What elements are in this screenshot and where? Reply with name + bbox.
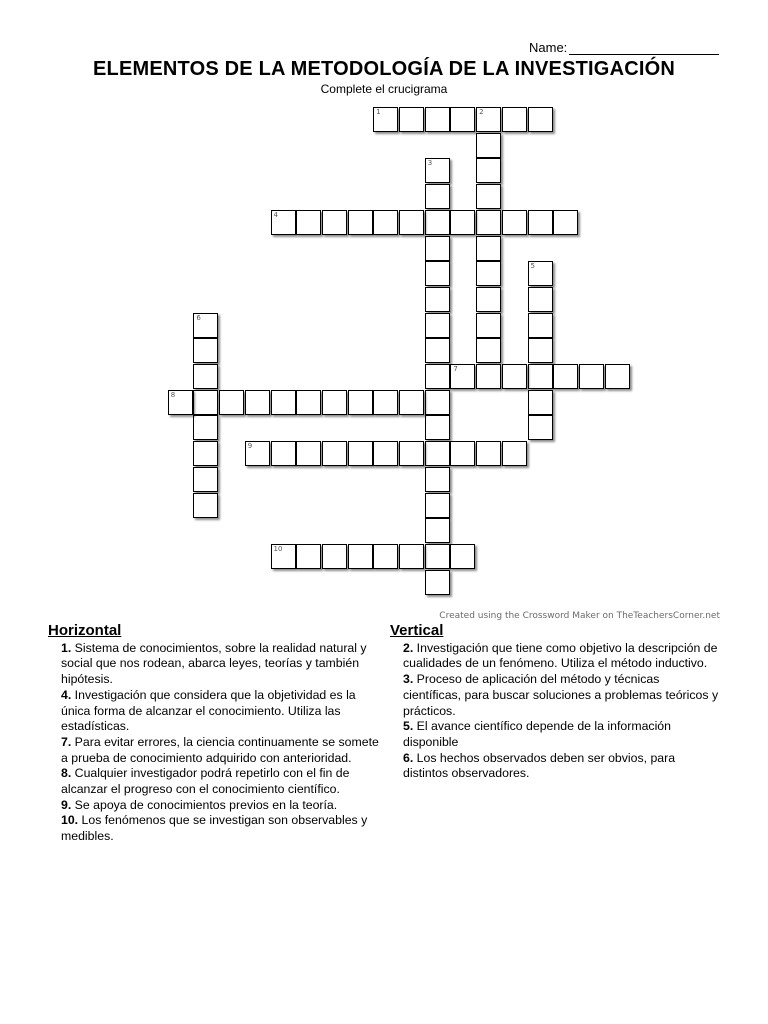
crossword-cell[interactable] [528,415,553,440]
crossword-cell[interactable] [322,390,347,415]
crossword-cell[interactable] [425,236,450,261]
clue-item-text: Investigación que tiene como objetivo la descripción de cualidades de un fenómeno. Utiliza el método inductivo. [403,640,718,671]
crossword-cell[interactable] [399,107,424,132]
crossword-cell[interactable] [425,210,450,235]
crossword-cell[interactable] [193,467,218,492]
clue-number: 9 [247,442,253,451]
crossword-cell[interactable] [322,544,347,569]
crossword-cell[interactable] [425,544,450,569]
clue-number: 2 [479,108,484,116]
crossword-cell[interactable] [193,390,218,415]
crossword-cell[interactable] [373,107,398,132]
crossword-cell[interactable] [425,390,450,415]
crossword-cell[interactable] [502,107,527,132]
crossword-cell[interactable] [193,364,218,389]
clue-item-number: 9. [61,797,72,812]
clue-item-number: 2. [403,640,414,655]
crossword-cell[interactable] [296,390,321,415]
crossword-cell[interactable] [271,390,296,415]
crossword-cell[interactable] [579,364,604,389]
crossword-cell[interactable] [476,441,501,466]
crossword-cell[interactable] [425,415,450,440]
crossword-cell[interactable] [399,390,424,415]
crossword-cell[interactable] [450,210,475,235]
clue-item-text: Cualquier investigador podrá repetirlo con el fin de alcanzar el progreso con el conocimiento científico. [61,766,350,797]
crossword-cell[interactable] [425,364,450,389]
crossword-cell[interactable] [502,441,527,466]
clue-item-text: Los fenómenos que se investigan son observables y medibles. [61,813,368,844]
crossword-cell[interactable] [605,364,630,389]
page-subtitle: Complete el crucigrama [320,82,448,96]
clue-item [48,766,388,797]
crossword-cell[interactable] [399,544,424,569]
crossword-cell[interactable] [348,441,373,466]
clue-item-number: 1. [61,640,72,655]
crossword-cell[interactable] [553,364,578,389]
clue-item-number: 10. [61,813,79,828]
crossword-cell[interactable] [322,210,347,235]
crossword-cell[interactable] [476,236,501,261]
crossword-cell[interactable] [348,210,373,235]
clue-item-text: Proceso de aplicación del método y técnicas científicas, para buscar soluciones a problemas teóricos y prácticos. [403,672,719,718]
clue-item-number: 6. [403,750,414,765]
crossword-cell[interactable] [425,313,450,338]
crossword-cell[interactable] [476,364,501,389]
clue-item [390,719,720,750]
clue-number: 6 [196,313,201,322]
crossword-cell[interactable] [476,184,501,209]
clue-item-text: Para evitar errores, la ciencia continuamente se somete a prueba de conocimiento adquirido con anterioridad. [61,734,379,765]
crossword-cell[interactable] [450,441,475,466]
clue-item-number: 3. [403,672,414,687]
crossword-cell[interactable] [193,415,218,440]
crossword-cell[interactable] [476,261,501,286]
crossword-cell[interactable] [476,338,501,363]
crossword-cell[interactable] [245,390,270,415]
crossword-cell[interactable] [425,261,450,286]
clue-number: 5 [530,262,535,271]
crossword-cell[interactable] [528,313,553,338]
crossword-cell[interactable] [373,441,398,466]
crossword-cell[interactable] [476,287,501,312]
clue-item-text: Investigación que considera que la objetividad es la única forma de alcanzar el conocimiento. Utiliza las estadísticas. [61,687,356,734]
clue-number: 1 [376,108,381,116]
crossword-cell[interactable] [528,107,553,132]
clue-item [48,641,388,688]
crossword-cell[interactable] [528,390,553,415]
crossword-cell[interactable] [322,441,347,466]
crossword-cell[interactable] [450,107,475,132]
clue-item [390,672,720,719]
crossword-cell[interactable] [476,158,501,183]
clue-item [48,735,388,766]
down-clues [390,623,720,782]
clue-number: 8 [170,390,176,399]
across-clues [48,623,388,845]
clue-item [48,798,388,814]
crossword-cell[interactable] [476,210,501,235]
crossword-cell[interactable] [425,493,450,518]
crossword-cell[interactable] [476,313,501,338]
clue-item-text: El avance científico depende de la información disponible [403,719,671,749]
crossword-cell[interactable] [450,364,475,389]
clue-item-number: 8. [61,766,72,781]
across-clue-list [48,641,388,845]
crossword-cell[interactable] [425,518,450,543]
crossword-cell[interactable] [348,390,373,415]
crossword-cell[interactable] [271,210,296,235]
crossword-cell[interactable] [193,313,218,338]
crossword-cell[interactable] [245,441,270,466]
crossword-cell[interactable] [296,441,321,466]
crossword-cell[interactable] [553,210,578,235]
clue-item-number: 4. [61,687,72,702]
clue-item [48,813,388,844]
crossword-cell[interactable] [296,210,321,235]
name-label: Name: [529,40,568,55]
down-heading: Vertical [390,622,444,639]
crossword-cell[interactable] [528,364,553,389]
crossword-cell[interactable] [425,570,450,595]
crossword-cell[interactable] [168,390,193,415]
crossword-cell[interactable] [373,210,398,235]
clue-item-text: Los hechos observados deben ser obvios, para distintos observadores. [403,750,676,781]
crossword-cell[interactable] [193,338,218,363]
crossword-cell[interactable] [502,210,527,235]
crossword-cell[interactable] [193,441,218,466]
crossword-cell[interactable] [528,338,553,363]
crossword-cell[interactable] [528,287,553,312]
clue-number: 10 [273,544,283,553]
clue-item [48,688,388,735]
credit-text: Created using the Crossword Maker on TheTeachersCorner.net [439,611,720,621]
clue-item-number: 7. [61,734,72,749]
crossword-cell[interactable] [296,544,321,569]
crossword-cell[interactable] [373,544,398,569]
across-heading: Horizontal [48,622,122,639]
crossword-cell[interactable] [476,107,501,132]
crossword-cell[interactable] [425,441,450,466]
crossword-cell[interactable] [271,544,296,569]
crossword-cell[interactable] [193,493,218,518]
clue-item [390,641,720,672]
crossword-cell[interactable] [425,287,450,312]
clue-number: 7 [453,365,458,373]
down-clue-list [390,641,720,782]
crossword-cell[interactable] [528,210,553,235]
clue-number: 4 [273,210,278,219]
crossword-cell[interactable] [425,107,450,132]
crossword-cell[interactable] [219,390,244,415]
clue-item-text: Se apoya de conocimientos previos en la teoría. [71,797,338,812]
crossword-cell[interactable] [528,261,553,286]
crossword-cell[interactable] [425,338,450,363]
crossword-cell[interactable] [348,544,373,569]
crossword-cell[interactable] [271,441,296,466]
crossword-cell[interactable] [502,364,527,389]
crossword-cell[interactable] [399,441,424,466]
crossword-cell[interactable] [425,467,450,492]
crossword-cell[interactable] [399,210,424,235]
crossword-cell[interactable] [373,390,398,415]
crossword-cell[interactable] [425,158,450,183]
clue-item-number: 5. [403,719,414,734]
crossword-cell[interactable] [476,133,501,158]
page-title: ELEMENTOS DE LA METODOLOGÍA DE LA INVESTIGACIÓN [92,58,676,80]
crossword-cell[interactable] [450,544,475,569]
crossword-cell[interactable] [425,184,450,209]
clue-item [390,751,720,782]
clue-item-text: Sistema de conocimientos, sobre la realidad natural y social que nos rodean, abarca leyes, teorías y también hipótesis. [61,640,367,687]
clue-number: 3 [427,159,433,168]
